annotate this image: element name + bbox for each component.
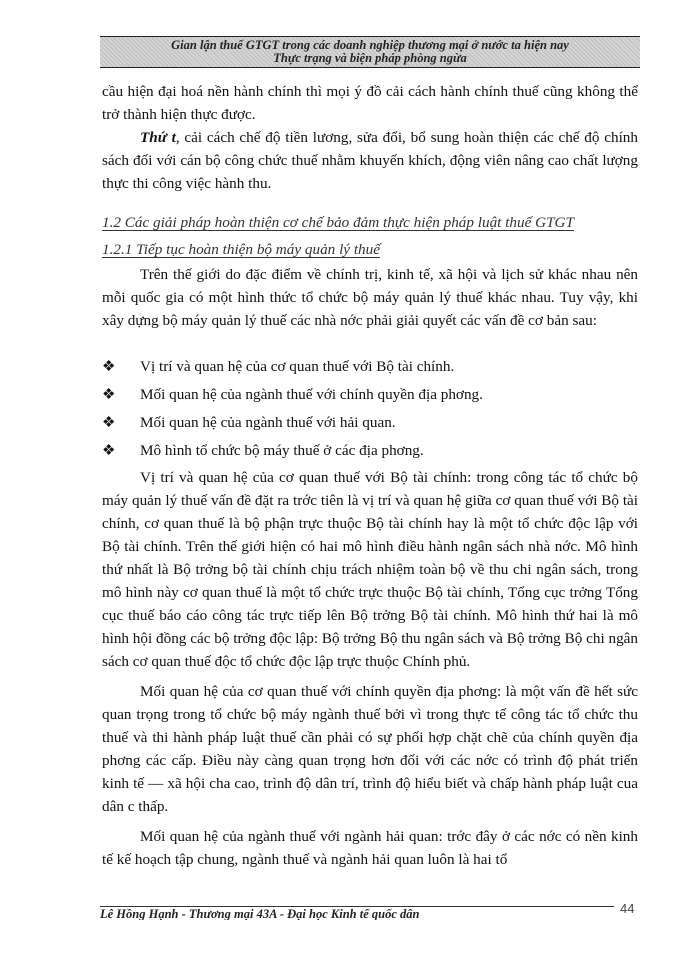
thu-tu-text: , cải cách chế độ tiền lương, sửa đổi, bổ sung hoàn thiện các chế độ chính sách đối với cán bộ công chức thuế nhằm khuyến khích, động viên nâng cao chất lượng thực thi công việc hành thu. (102, 129, 638, 192)
section-heading-1-2-1: 1.2.1 Tiếp tục hoàn thiện bộ máy quản lý thuế (102, 241, 380, 258)
body-paragraph-vi-tri: Vị trí và quan hệ của cơ quan thuế với Bộ tài chính: trong công tác tổ chức bộ máy quản lý thuế vấn đề đặt ra trớc tiên là vị trí và quan hệ giữa cơ quan thuế với Bộ tài chính, cơ quan thuế là bộ phận trực thuộc Bộ tài chính hay là một tổ chức độc lập với Bộ tài chính. Trên thế giới hiện có hai mô hình điều hành ngân sách nhà nớc. Mô hình thứ nhất là Bộ trởng bộ tài chính chịu trách nhiệm toàn bộ về thu chi ngân sách, trong mô hình này cơ quan thuế là một tổ chức trực thuộc Bộ tài chính, Tổng cục trởng Tổng cục thuế báo cáo công tác trực tiếp lên Bộ trởng Bộ tài chính. Mô hình thứ hai là mô hình hội đồng các bộ trởng độc lập: Bộ trởng Bộ thu ngân sách và Bộ trởng Bộ chi ngân sách cơ quan thuế độc tổ chức độc lập trực thuộc Chính phủ. (102, 469, 638, 670)
intro-paragraph: cầu hiện đại hoá nền hành chính thì mọi ý đồ cải cách hành chính thuế cũng không thể trở thành hiện thực được. (102, 83, 638, 123)
list-item-text: Mối quan hệ của ngành thuế với chính quyền địa phơng. (140, 386, 483, 403)
intro-body-paragraph-block (102, 263, 638, 332)
diamond-bullet-icon: ❖ (102, 359, 116, 375)
thu-tu-paragraph (102, 126, 638, 195)
list-item (102, 355, 638, 379)
intro-section (102, 80, 638, 195)
body-paragraph-intro: Trên thế giới do đặc điểm về chính trị, kinh tế, xã hội và lịch sử khác nhau nên mỗi quốc gia có một hình thức tổ chức bộ máy quản lý thuế khác nhau. Tuy vậy, khi xây dựng bộ máy quản lý thuế các nhà nớc phải giải quyết các vấn đề cơ bản sau: (102, 266, 638, 329)
running-header (100, 36, 640, 68)
body-paragraph-hai-quan: Mối quan hệ của ngành thuế với ngành hải quan: trớc đây ở các nớc có nền kinh tế kế hoạch tập chung, ngành thuế và ngành hải quan luôn là hai tổ (102, 828, 638, 868)
list-item (102, 439, 638, 463)
header-subtitle-line: Thực trạng và biện pháp phòng ngừa (273, 51, 467, 65)
list-item (102, 411, 638, 435)
thu-tu-label: Thứ t (140, 129, 176, 146)
diamond-bullet-icon: ❖ (102, 387, 116, 403)
section-heading-1-2: 1.2 Các giải pháp hoàn thiện cơ chế bảo đảm thực hiện pháp luật thuế GTGT (102, 214, 574, 231)
main-body-section (102, 466, 638, 871)
diamond-bullet-icon: ❖ (102, 415, 116, 431)
header-title-line: Gian lận thuế GTGT trong các doanh nghiệp thương mại ở nước ta hiện nay (171, 38, 569, 52)
list-item-text: Mối quan hệ của ngành thuế với hải quan. (140, 414, 396, 431)
body-paragraph-chinh-quyen: Mối quan hệ của cơ quan thuế với chính quyền địa phơng: là một vấn đề hết sức quan trọng trong tổ chức bộ máy ngành thuế bởi vì trong thực tế công tác tổ chức thu thuế và thi hành pháp luật thuế cần phải có sự phối hợp chặt chẽ của chính quyền địa phơng các cấp. Điều này càng quan trọng hơn đối với các nớc có trình độ phát triển kinh tế — xã hội cha cao, trình độ dân trí, trình độ hiểu biết và chấp hành pháp luật cua dân c thấp. (102, 683, 638, 815)
page-number: 44 (620, 901, 635, 916)
list-item (102, 383, 638, 407)
list-item-text: Mô hình tổ chức bộ máy thuế ở các địa phơng. (140, 442, 424, 459)
diamond-bullet-icon: ❖ (102, 443, 116, 459)
list-item-text: Vị trí và quan hệ của cơ quan thuế với Bộ tài chính. (140, 358, 455, 375)
footer-author: Lê Hồng Hạnh - Thương mại 43A - Đại học Kinh tế quốc dân (100, 907, 420, 920)
